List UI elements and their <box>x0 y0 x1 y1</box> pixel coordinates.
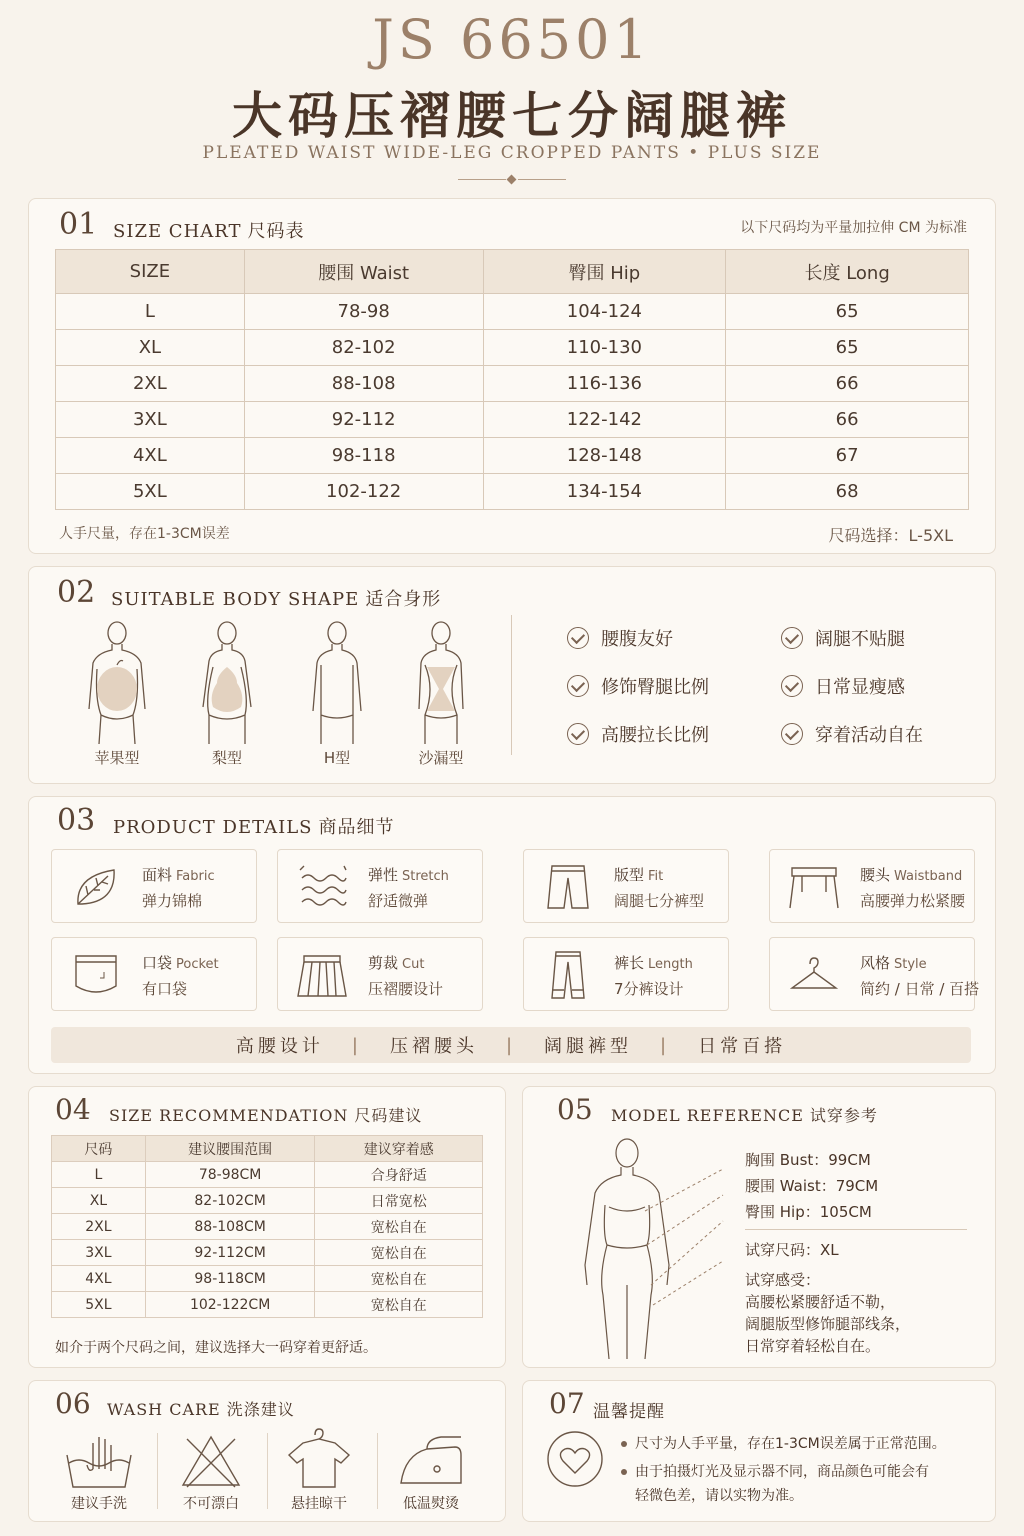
check-circle-icon <box>567 675 589 697</box>
table-row: 3XL 92-112 122-142 66 <box>56 402 969 438</box>
model-bust: 胸围 Bust：99CM <box>745 1151 871 1169</box>
detail-tile-length: 裤长 Length 7分裤设计 <box>523 937 729 1011</box>
check-circle-icon <box>567 723 589 745</box>
size-recommendation-card <box>28 1086 506 1368</box>
error-note: 人手尺量，存在1-3CM误差 <box>59 526 230 542</box>
wash-label: 不可漂白 <box>183 1496 239 1512</box>
col-header: 臀围 Hip <box>483 250 726 294</box>
model-hip: 臀围 Hip：105CM <box>745 1203 872 1221</box>
ornament-divider <box>458 178 566 182</box>
table-row: XL 82-102CM 日常宽松 <box>52 1188 483 1214</box>
model-size: 试穿尺码：XL <box>745 1241 839 1259</box>
feature-band: 高腰设计 | 压褶腰头 | 阔腿裤型 | 日常百搭 <box>51 1027 971 1063</box>
wash-care-card <box>28 1380 506 1522</box>
wash-label: 建议手洗 <box>71 1496 127 1512</box>
size-table <box>55 249 969 510</box>
body-shape-card <box>28 566 996 784</box>
apple-body-icon <box>77 619 157 749</box>
section-title: 温馨提醒 <box>593 1402 665 1422</box>
detail-tile-stretch: 弹性 Stretch 舒适微弹 <box>277 849 483 923</box>
product-details-card <box>28 796 996 1074</box>
wash-label: 悬挂晾干 <box>291 1496 347 1512</box>
section-number: 07 <box>549 1387 585 1420</box>
pleated-skirt-icon <box>296 950 348 1000</box>
section-title: SIZE RECOMMENDATION 尺码建议 <box>109 1106 423 1125</box>
detail-tile-style: 风格 Style 简约 / 日常 / 百搭 <box>769 937 975 1011</box>
benefit-item: 日常显瘦感 <box>781 673 905 699</box>
model-feel-line: 高腰松紧腰舒适不勒， <box>745 1293 896 1311</box>
table-row: 4XL 98-118 128-148 67 <box>56 438 969 474</box>
product-code: JS 66501 <box>372 8 652 71</box>
table-row: 5XL 102-122CM 宽松自在 <box>52 1292 483 1318</box>
pocket-icon <box>70 950 122 1000</box>
tip-item: 轻微色差，请以实物为准。 <box>635 1488 803 1504</box>
model-feel-line: 日常穿着轻松自在。 <box>745 1337 881 1355</box>
recommendation-note: 如介于两个尺码之间，建议选择大一码穿着更舒适。 <box>55 1340 377 1356</box>
table-row: XL 82-102 110-130 65 <box>56 330 969 366</box>
hanger-icon <box>788 950 840 1000</box>
table-row: 3XL 92-112CM 宽松自在 <box>52 1240 483 1266</box>
table-row: 4XL 98-118CM 宽松自在 <box>52 1266 483 1292</box>
model-feel-line: 阔腿版型修饰腿部线条， <box>745 1315 911 1333</box>
model-feel-title: 试穿感受： <box>745 1271 821 1289</box>
table-row: 5XL 102-122 134-154 68 <box>56 474 969 510</box>
shape-label-pear: 梨型 <box>211 749 242 767</box>
benefit-item: 阔腿不贴腿 <box>781 625 905 651</box>
shape-label-apple: 苹果型 <box>94 749 140 767</box>
table-row: L 78-98CM 合身舒适 <box>52 1162 483 1188</box>
wave-stretch-icon <box>296 862 348 912</box>
section-number: 04 <box>55 1093 91 1126</box>
section-title: PRODUCT DETAILS 商品细节 <box>113 817 395 838</box>
model-figure-icon <box>553 1135 753 1363</box>
section-title: SIZE CHART 尺码表 <box>113 221 305 242</box>
col-header: 长度 Long <box>726 250 969 294</box>
check-circle-icon <box>781 627 803 649</box>
shorts-fit-icon <box>542 862 594 912</box>
section-number: 02 <box>57 575 96 610</box>
pear-body-icon <box>187 619 267 749</box>
benefit-item: 高腰拉长比例 <box>567 721 709 747</box>
table-row: 2XL 88-108CM 宽松自在 <box>52 1214 483 1240</box>
divider <box>745 1229 967 1230</box>
check-circle-icon <box>567 627 589 649</box>
detail-tile-fabric: 面料 Fabric 弹力锦棉 <box>51 849 257 923</box>
section-number: 03 <box>57 803 96 838</box>
hourglass-body-icon <box>401 619 481 749</box>
size-chart-card <box>28 198 996 554</box>
size-range-note: 尺码选择：L-5XL <box>828 526 953 545</box>
trousers-icon <box>542 950 594 1000</box>
wash-label: 低温熨烫 <box>403 1496 459 1512</box>
detail-tile-fit: 版型 Fit 阔腿七分裤型 <box>523 849 729 923</box>
tips-card <box>522 1380 996 1522</box>
h-body-icon <box>297 619 377 749</box>
model-waist: 腰围 Waist：79CM <box>745 1177 879 1195</box>
detail-tile-waistband: 腰头 Waistband 高腰弹力松紧腰 <box>769 849 975 923</box>
col-header: 腰围 Waist <box>244 250 483 294</box>
measure-note: 以下尺码均为平量加拉伸 CM 为标准 <box>740 220 967 236</box>
benefit-item: 穿着活动自在 <box>781 721 923 747</box>
product-title: 大码压褶腰七分阔腿裤 <box>232 86 792 145</box>
section-number: 05 <box>557 1093 593 1126</box>
waistband-icon <box>788 862 840 912</box>
tip-item: 由于拍摄灯光及显示器不同，商品颜色可能会有 <box>621 1459 929 1485</box>
benefit-item: 腰腹友好 <box>567 625 673 651</box>
section-title: WASH CARE 洗涤建议 <box>107 1400 295 1419</box>
heart-icon <box>545 1429 605 1489</box>
recommendation-table: 尺码 建议腰围范围 建议穿着感 L 78-98CM 合身舒适 XL 82-102CM 日常宽松 2XL 88-108CM 宽松自在 3XL 92-112CM 宽松自在 4XL 98-118CM 宽松自在 5XL 102-122CM 宽松自在 <box>51 1135 483 1318</box>
leaf-icon <box>70 862 122 912</box>
shape-label-h: H型 <box>323 749 351 767</box>
divider <box>511 615 512 755</box>
section-title: SUITABLE BODY SHAPE 适合身形 <box>111 589 442 610</box>
detail-tile-pocket: 口袋 Pocket 有口袋 <box>51 937 257 1011</box>
table-row: L 78-98 104-124 65 <box>56 294 969 330</box>
product-subtitle: PLEATED WAIST WIDE-LEG CROPPED PANTS • PLUS SIZE <box>202 143 822 163</box>
tip-item: 尺寸为人手平量，存在1-3CM误差属于正常范围。 <box>621 1431 946 1457</box>
benefit-item: 修饰臀腿比例 <box>567 673 709 699</box>
detail-tile-cut: 剪裁 Cut 压褶腰设计 <box>277 937 483 1011</box>
check-circle-icon <box>781 675 803 697</box>
section-title: MODEL REFERENCE 试穿参考 <box>611 1106 878 1125</box>
check-circle-icon <box>781 723 803 745</box>
section-number: 01 <box>59 207 98 242</box>
col-header: SIZE <box>56 250 245 294</box>
section-number: 06 <box>55 1387 91 1420</box>
model-reference-card <box>522 1086 996 1368</box>
shape-label-hourglass: 沙漏型 <box>418 749 464 767</box>
table-row: 2XL 88-108 116-136 66 <box>56 366 969 402</box>
